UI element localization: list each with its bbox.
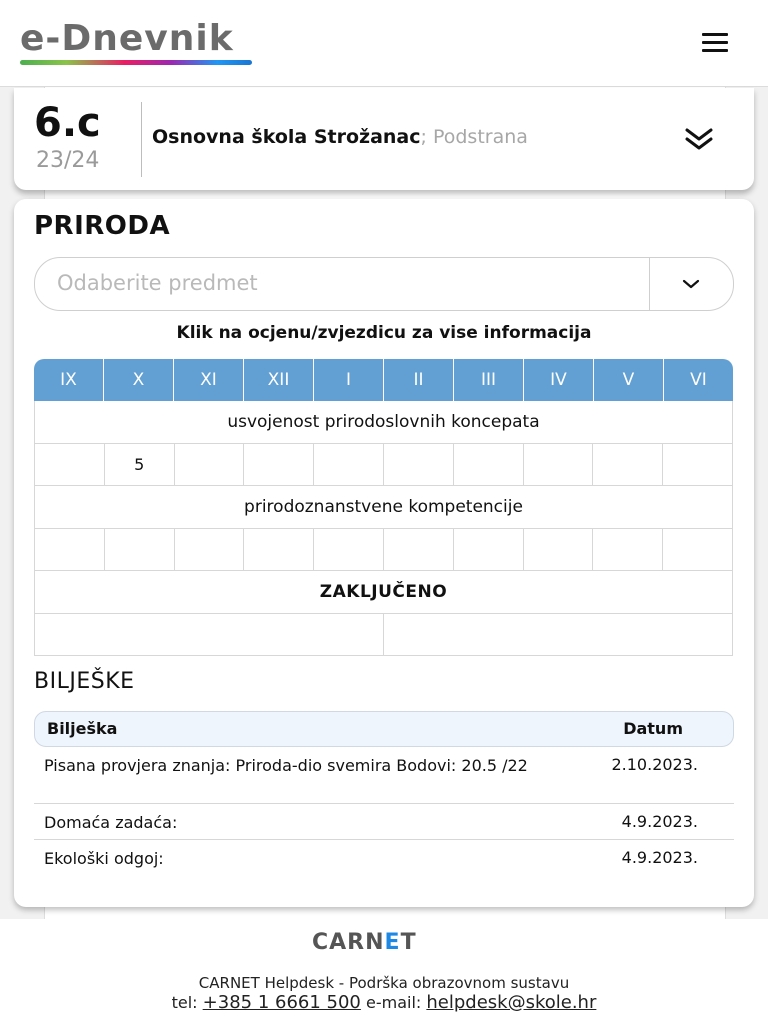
hamburger-menu-icon[interactable] [700,30,732,54]
contact-line: tel: +385 1 6661 500 e-mail: helpdesk@skole.hr [171,992,597,1013]
grade-cell[interactable] [313,444,383,486]
grade-cell[interactable] [592,444,662,486]
grade-cell[interactable] [104,529,174,571]
subject-title: PRIRODA [34,211,171,241]
email-link[interactable]: helpdesk@skole.hr [426,992,597,1013]
month-header: XII [244,359,314,401]
grade-cell[interactable] [453,444,523,486]
divider [141,102,142,177]
final-grade-cell[interactable] [34,614,383,656]
grade-cell[interactable] [523,529,593,571]
notes-col-date: Datum [623,719,683,738]
note-row [34,840,734,875]
grade-cell[interactable] [383,529,453,571]
grade-cell[interactable] [453,529,523,571]
app-logo[interactable]: e-Dnevnik [20,18,234,59]
notes-table-header [34,711,734,747]
school-name: Osnovna škola Strožanac [152,126,421,148]
carnet-logo: CARNET [312,930,417,955]
notes-title: BILJEŠKE [34,669,135,694]
note-date: 4.9.2023. [621,848,698,867]
grade-cell[interactable] [243,529,313,571]
school-city: ; Podstrana [420,126,528,148]
logo-underline [20,60,252,65]
grade-cell[interactable] [523,444,593,486]
school-info [152,126,528,148]
helpdesk-text: CARNET Helpdesk - Podrška obrazovnom sustavu [198,974,570,992]
note-text: Ekološki odgoj: [44,849,164,868]
month-header: II [384,359,454,401]
final-grade-row [34,614,733,656]
note-row [34,747,734,804]
grades-table [34,359,733,656]
grade-cell[interactable] [174,529,244,571]
note-text: Pisana provjera znanja: Priroda-dio svemira Bodovi: 20.5 /22 [44,756,528,775]
month-header: IV [524,359,594,401]
grade-cell[interactable] [662,444,733,486]
school-year: 23/24 [36,148,100,173]
month-header: VI [664,359,733,401]
grade-cell[interactable] [34,529,104,571]
note-text: Domaća zadaća: [44,813,178,832]
notes-col-note: Bilješka [47,719,118,738]
final-grade-cell[interactable] [383,614,733,656]
month-header: V [594,359,664,401]
phone-link[interactable]: +385 1 6661 500 [202,992,361,1013]
grade-cell[interactable] [174,444,244,486]
grade-cell[interactable] [383,444,453,486]
months-header [34,359,733,401]
subject-select-placeholder: Odaberite predmet [57,271,258,295]
subject-select[interactable] [34,257,734,311]
note-date: 4.9.2023. [621,812,698,831]
grade-cell[interactable]: 5 [104,444,174,486]
grade-cell[interactable] [592,529,662,571]
subject-card [14,199,754,907]
grade-cell[interactable] [313,529,383,571]
class-name: 6.c [34,100,101,146]
note-date: 2.10.2023. [611,755,698,774]
chevron-down-icon[interactable] [681,276,701,290]
month-header: I [314,359,384,401]
final-grade-label: ZAKLJUČENO [34,571,733,614]
month-header: III [454,359,524,401]
month-header: X [104,359,174,401]
grade-cell[interactable] [662,529,733,571]
category-label: usvojenost prirodoslovnih koncepata [34,401,733,444]
grade-row [34,529,733,571]
note-row [34,804,734,840]
grade-cell[interactable] [34,444,104,486]
category-label: prirodoznanstvene kompetencije [34,486,733,529]
month-header: IX [34,359,104,401]
top-bar [0,0,768,87]
hint-text: Klik na ocjenu/zvjezdicu za vise informacija [176,323,592,343]
grade-cell[interactable] [243,444,313,486]
grade-row [34,444,733,486]
month-header: XI [174,359,244,401]
double-chevron-down-icon[interactable] [684,126,714,152]
class-card[interactable] [14,88,754,190]
